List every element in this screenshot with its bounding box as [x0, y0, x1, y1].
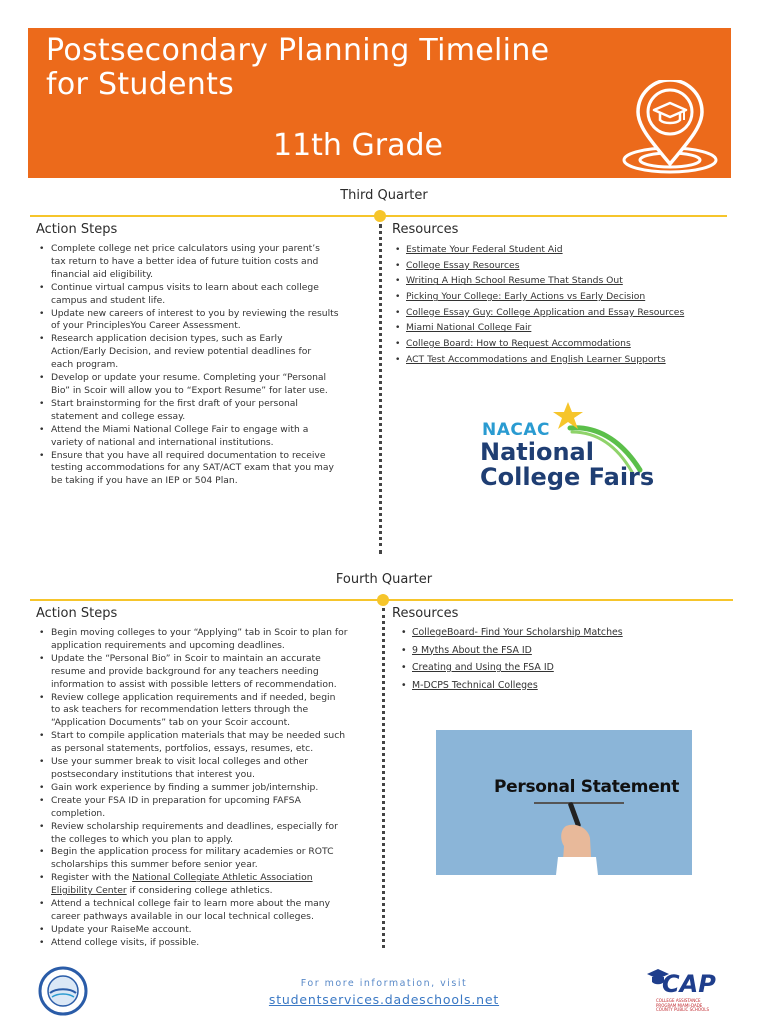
resource-link[interactable]: Writing A High School Resume That Stands Out — [406, 275, 623, 287]
step-text-line: Use your summer break to visit local colleges and other — [51, 756, 309, 768]
title-line-1: Postsecondary Planning Timeline — [46, 33, 550, 68]
resource-link[interactable]: College Board: How to Request Accommodations — [406, 338, 631, 350]
action-step-item — [36, 756, 376, 782]
personal-statement-text: Personal Statement — [494, 777, 680, 797]
step-text-line: Update new careers of interest to you by reviewing the results — [51, 307, 339, 319]
step-text-line: Complete college net price calculators using your parent’s — [51, 243, 320, 254]
resource-item — [398, 680, 728, 698]
fourth-quarter-label: Fourth Quarter — [335, 572, 433, 587]
step-text-line: each program. — [51, 359, 119, 371]
action-step-item — [36, 372, 376, 398]
step-text-line: Begin moving colleges to your “Applying” tab in Scoir to plan for — [51, 627, 348, 638]
resource-link[interactable]: ACT Test Accommodations and English Learner Supports — [406, 353, 666, 365]
action-steps-list — [36, 243, 376, 488]
action-step-item — [36, 308, 376, 334]
nacac-national-college-fairs-logo — [470, 398, 660, 498]
timeline-vertical-dots — [382, 608, 385, 948]
step-text-line: testing accommodations for any SAT/ACT exam that you may — [51, 462, 334, 474]
step-text-line: as personal statements, portfolios, essays, resumes, etc. — [51, 743, 314, 755]
action-step-item — [36, 924, 376, 937]
resources-list — [392, 244, 722, 370]
step-text-line: Create your FSA ID in preparation for upcoming FAFSA — [51, 794, 301, 806]
step-text-line: statement and college essay. — [51, 410, 186, 422]
resource-link[interactable]: College Essay Guy: College Application and Essay Resources — [406, 306, 685, 318]
step-text-line: Attend college visits, if possible. — [51, 936, 200, 948]
step-text-line: resume and provide background for any teachers needing — [51, 665, 319, 677]
cap-wordmark: CAP — [662, 970, 716, 998]
timeline-dot — [374, 210, 386, 222]
step-text-line: career pathways available in our local technical colleges. — [51, 910, 314, 922]
page-title — [46, 34, 549, 102]
personal-statement-photo — [436, 730, 692, 875]
step-text-line: Bio” in Scoir will allow you to “Export Resume” for later use. — [51, 384, 328, 396]
step-text-line: scholarships this summer before senior year. — [51, 859, 258, 871]
action-step-item — [36, 846, 376, 872]
footer-website-link[interactable]: studentservices.dadeschools.net — [268, 992, 500, 1007]
timeline-dot — [377, 594, 389, 606]
grade-title: 11th Grade — [273, 128, 443, 163]
step-text-line: Register with the — [51, 872, 133, 884]
action-step-item — [36, 795, 376, 821]
resource-link[interactable]: CollegeBoard- Find Your Scholarship Matches — [412, 627, 623, 638]
step-text-line: the colleges to which you plan to apply. — [51, 833, 234, 845]
title-line-2: for Students — [46, 67, 235, 102]
resource-link[interactable]: M-DCPS Technical Colleges — [412, 679, 538, 691]
step-text-line: Start brainstorming for the first draft of your personal — [51, 397, 298, 409]
graduation-cap-location-pin-icon — [620, 80, 720, 176]
action-step-item — [36, 424, 376, 450]
resource-item — [398, 645, 728, 663]
action-step-item — [36, 653, 376, 692]
resource-item — [392, 244, 722, 260]
step-text-line: Ensure that you have all required documentation to receive — [51, 449, 326, 461]
nacac-wordmark: NACAC — [482, 420, 550, 440]
step-text-line: Continue virtual campus visits to learn about each college — [51, 281, 319, 293]
action-step-item — [36, 333, 376, 372]
ncaa-eligibility-link[interactable]: National Collegiate Athletic Association — [132, 872, 313, 884]
step-text-line: Develop or update your resume. Completing your “Personal — [51, 372, 327, 384]
step-text-line: tax return to have a better idea of future tuition costs and — [51, 255, 319, 267]
resource-item — [392, 322, 722, 338]
step-text-line: Review college application requirements and if needed, begin — [51, 691, 336, 703]
action-step-item — [36, 821, 376, 847]
step-text-line: Attend the Miami National College Fair to engage with a — [51, 423, 309, 435]
step-text-line: Review scholarship requirements and deadlines, especially for — [51, 820, 338, 832]
national-college-fairs-wordmark — [480, 440, 654, 490]
action-step-item — [36, 450, 376, 489]
third-quarter-label: Third Quarter — [340, 188, 428, 203]
timeline-vertical-dots — [379, 224, 382, 554]
resource-link[interactable]: College Essay Resources — [406, 259, 520, 271]
step-text-line: Update the “Personal Bio” in Scoir to maintain an accurate — [51, 652, 321, 664]
step-text-line: to ask teachers for recommendation letters through the — [51, 704, 309, 716]
action-step-item — [36, 898, 376, 924]
step-text-line: Update your RaiseMe account. — [51, 923, 192, 935]
step-text-line: of your PrinciplesYou Career Assessment. — [51, 320, 241, 332]
resource-item — [392, 275, 722, 291]
step-text-line: variety of national and international institutions. — [51, 436, 274, 448]
resources-heading: Resources — [392, 222, 459, 237]
resource-item — [392, 338, 722, 354]
resource-link[interactable]: Creating and Using the FSA ID — [412, 662, 554, 673]
hand-with-marker-icon — [546, 802, 606, 875]
resource-item — [398, 627, 728, 645]
step-text-line: application requirements and upcoming deadlines. — [51, 639, 285, 651]
action-step-item — [36, 872, 376, 898]
resources-heading: Resources — [392, 606, 459, 621]
action-step-item — [36, 398, 376, 424]
cap-logo — [646, 966, 726, 1010]
footer-info-text: For more information, visit — [300, 978, 468, 989]
action-step-item — [36, 282, 376, 308]
step-text-line: information to assist with possible letters of recommendation. — [51, 678, 337, 690]
action-step-item — [36, 730, 376, 756]
logo-line-1: National — [480, 438, 594, 466]
resource-link[interactable]: Estimate Your Federal Student Aid — [406, 244, 563, 255]
header-banner — [28, 28, 731, 178]
step-text-line: be taking if you have an IEP or 504 Plan. — [51, 475, 238, 487]
action-steps-list — [36, 627, 376, 950]
step-text-line: “Application Documents” tab on your Scoir account. — [51, 717, 291, 729]
step-text-line: Action/Early Decision, and review potential deadlines for — [51, 346, 312, 358]
action-step-item — [36, 937, 376, 950]
resource-item — [398, 662, 728, 680]
resource-item — [392, 260, 722, 276]
logo-line-2: College Fairs — [480, 463, 655, 491]
school-board-seal-logo — [38, 966, 88, 1016]
action-step-item — [36, 782, 376, 795]
action-step-item — [36, 243, 376, 282]
ncaa-eligibility-link[interactable]: Eligibility Center — [51, 885, 127, 897]
resource-item — [392, 291, 722, 307]
step-text-line: Gain work experience by finding a summer job/internship. — [51, 781, 319, 793]
cap-subtitle: COLLEGE ASSISTANCE PROGRAM MIAMI-DADE COUNTY PUBLIC SCHOOLS — [656, 998, 709, 1012]
resource-link[interactable]: 9 Myths About the FSA ID — [412, 644, 532, 656]
step-text-line: campus and student life. — [51, 294, 166, 306]
step-text-line: financial aid eligibility. — [51, 268, 153, 280]
step-text-line: Start to compile application materials that may be needed such — [51, 730, 346, 742]
step-text-line: Begin the application process for military academies or ROTC — [51, 846, 334, 858]
resource-item — [392, 307, 722, 323]
action-steps-heading: Action Steps — [36, 606, 118, 621]
resource-link[interactable]: Picking Your College: Early Actions vs Early Decision — [406, 291, 646, 303]
step-text-line: if considering college athletics. — [126, 885, 273, 897]
resource-link[interactable]: Miami National College Fair — [406, 322, 532, 334]
resources-list — [398, 627, 728, 697]
action-steps-heading: Action Steps — [36, 222, 118, 237]
action-step-item — [36, 692, 376, 731]
action-step-item — [36, 627, 376, 653]
step-text-line: completion. — [51, 807, 106, 819]
step-text-line: Research application decision types, such as Early — [51, 333, 283, 345]
resource-item — [392, 354, 722, 370]
step-text-line: postsecondary institutions that interest you. — [51, 768, 255, 780]
step-text-line: Attend a technical college fair to learn more about the many — [51, 898, 331, 910]
